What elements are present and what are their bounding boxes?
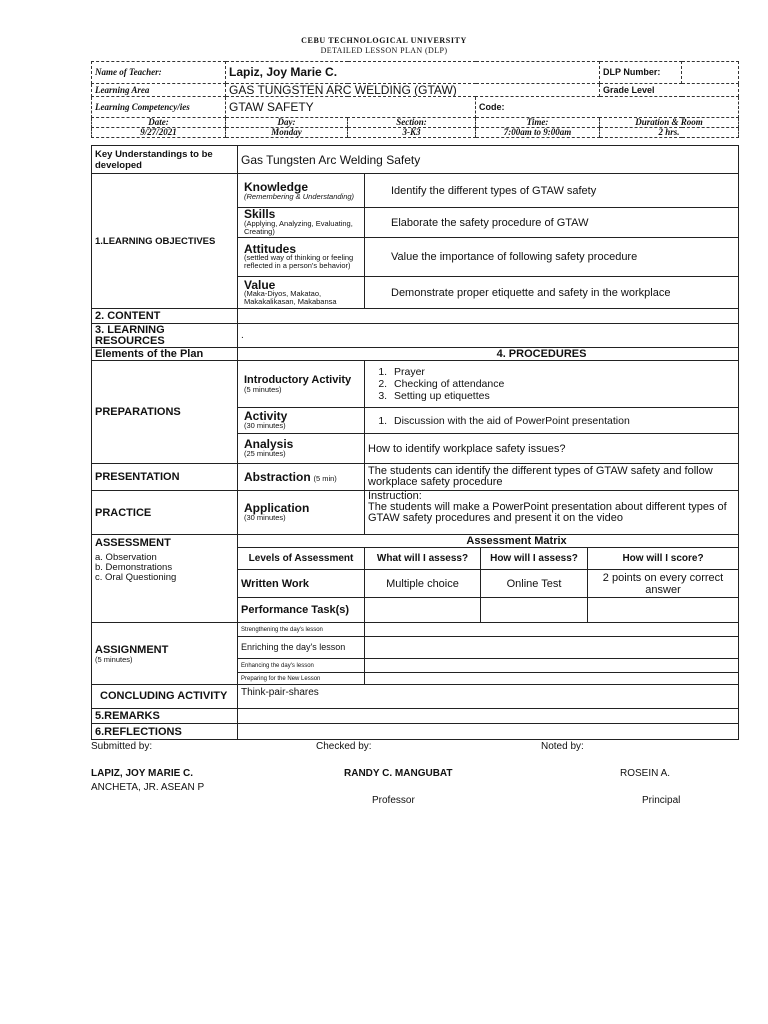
assignment-row: Strengthening the day's lesson [238,623,365,637]
time-value: 7:00am to 9:00am [476,128,600,138]
list-item: a. Observation [95,552,157,563]
presentation-label: PRESENTATION [92,464,238,491]
application: Application (30 minutes) [238,491,365,535]
list-item: 3. Setting up etiquettes [390,390,735,402]
learning-area-label: Learning Area [92,84,226,97]
list-item: 1. Prayer [390,366,735,378]
noted-name-1: ROSEIN A. [620,768,671,779]
checked-title: Professor [372,795,415,806]
assessment-label: ASSESSMENT [95,537,171,549]
day-label: Day: [226,118,348,128]
performance-task-label: Performance Task(s) [238,598,365,623]
analysis: Analysis (25 minutes) [238,434,365,464]
assignment-row: Enhancing the day's lesson [238,659,365,673]
assignment-row: Enriching the day's lesson [238,637,365,659]
dlp-number-value [682,62,739,84]
objective-skills: Skills (Applying, Analyzing, Evaluating, Creating) [238,208,365,238]
key-understandings-label: Key Understandings to be developed [92,146,238,174]
dlp-number-label: DLP Number: [600,62,682,84]
practice-label: PRACTICE [92,491,238,535]
competency-value: GTAW SAFETY [226,97,476,118]
section-label: Section: [348,118,476,128]
objective-value: Value (Maka-Diyos, Makatao, Makakalikasan, Makabansa [238,277,365,309]
competency-label: Learning Competency/ies [92,97,226,118]
assignment-label: ASSIGNMENT [95,643,169,656]
objective-attitudes: Attitudes (settled way of thinking or feeling reflected in a person's behavior) [238,238,365,277]
col-what: What will I assess? [365,548,481,570]
grade-level-label: Grade Level [600,84,739,97]
abstraction-value: The students can identify the different types of GTAW safety and follow workplace safety procedure [365,464,739,491]
col-levels: Levels of Assessment [238,548,365,570]
learning-resources-label: 3. LEARNING RESOURCES [92,324,238,348]
assessment-matrix-title: Assessment Matrix [238,535,739,548]
written-score: 2 points on every correct answer [588,570,739,598]
objective-attitudes-value: Value the importance of following safety procedure [365,238,739,277]
reflections-label: 6.REFLECTIONS [92,724,238,740]
noted-title: Principal [642,795,681,806]
application-value: Instruction: The students will make a PowerPoint presentation about different types of GTAW safety procedures and present it on the video [365,491,739,535]
duration-value: 2 hrs. [600,128,739,138]
teacher-label: Name of Teacher: [92,62,226,84]
date-label: Date: [92,118,226,128]
remarks-label: 5.REMARKS [92,709,238,724]
learning-objectives-label: 1.LEARNING OBJECTIVES [92,174,238,309]
elements-label: Elements of the Plan [92,348,238,361]
concluding-label: CONCLUDING ACTIVITY [92,685,238,709]
noted-name-2: ANCHETA, JR. ASEAN P [91,782,205,793]
content-value [238,309,739,324]
assessment-cell [92,535,238,623]
info-table [91,61,739,138]
objective-knowledge-value: Identify the different types of GTAW safety [365,174,739,208]
preparations-label: PREPARATIONS [92,361,238,464]
analysis-value: How to identify workplace safety issues? [365,434,739,464]
written-how: Online Test [481,570,588,598]
date-value: 9/27/2021 [92,128,226,138]
assignment-time: (5 minutes) [95,654,133,664]
submitted-by-label: Submitted by: [91,741,153,752]
checked-by-label: Checked by: [316,741,372,752]
learning-area-value: GAS TUNGSTEN ARC WELDING (GTAW) [226,84,600,97]
activity: Activity (30 minutes) [238,408,365,434]
list-item: 1. Discussion with the aid of PowerPoint presentation [390,415,735,427]
objective-knowledge: Knowledge (Remembering & Understanding) [238,174,365,208]
day-value: Monday [226,128,348,138]
document-title: DETAILED LESSON PLAN (DLP) [320,46,448,55]
submitted-name: LAPIZ, JOY MARIE C. [91,768,194,779]
written-work-label: Written Work [238,570,365,598]
assignment-row: Preparing for the New Lesson [238,673,365,685]
checked-name: RANDY C. MANGUBAT [344,768,453,779]
duration-label: Duration & Room [600,118,739,128]
university-name: CEBU TECHNOLOGICAL UNIVERSITY [301,36,467,45]
objective-value-value: Demonstrate proper etiquette and safety in the workplace [365,277,739,309]
introductory-activity: Introductory Activity (5 minutes) [238,361,365,408]
list-item: b. Demonstrations [95,562,173,573]
learning-resources-value: . [238,324,739,348]
list-item: 2. Checking of attendance [390,378,735,390]
key-understandings-value: Gas Tungsten Arc Welding Safety [238,146,739,174]
objective-skills-value: Elaborate the safety procedure of GTAW [365,208,739,238]
time-label: Time: [476,118,600,128]
content-label: 2. CONTENT [92,309,238,324]
list-item: c. Oral Questioning [95,572,177,583]
abstraction: Abstraction (5 min) [238,464,365,491]
assignment-cell [92,623,238,685]
concluding-value: Think-pair-shares [238,685,739,709]
section-value: 3-K3 [348,128,476,138]
procedures-label: 4. PROCEDURES [238,348,739,361]
col-score: How will I score? [588,548,739,570]
lesson-plan-table [91,145,739,740]
introductory-activity-list [365,361,739,408]
code-label: Code: [476,97,739,118]
teacher-name: Lapiz, Joy Marie C. [226,62,600,84]
noted-by-label: Noted by: [541,741,584,752]
activity-list [365,408,739,434]
col-how: How will I assess? [481,548,588,570]
written-what: Multiple choice [365,570,481,598]
